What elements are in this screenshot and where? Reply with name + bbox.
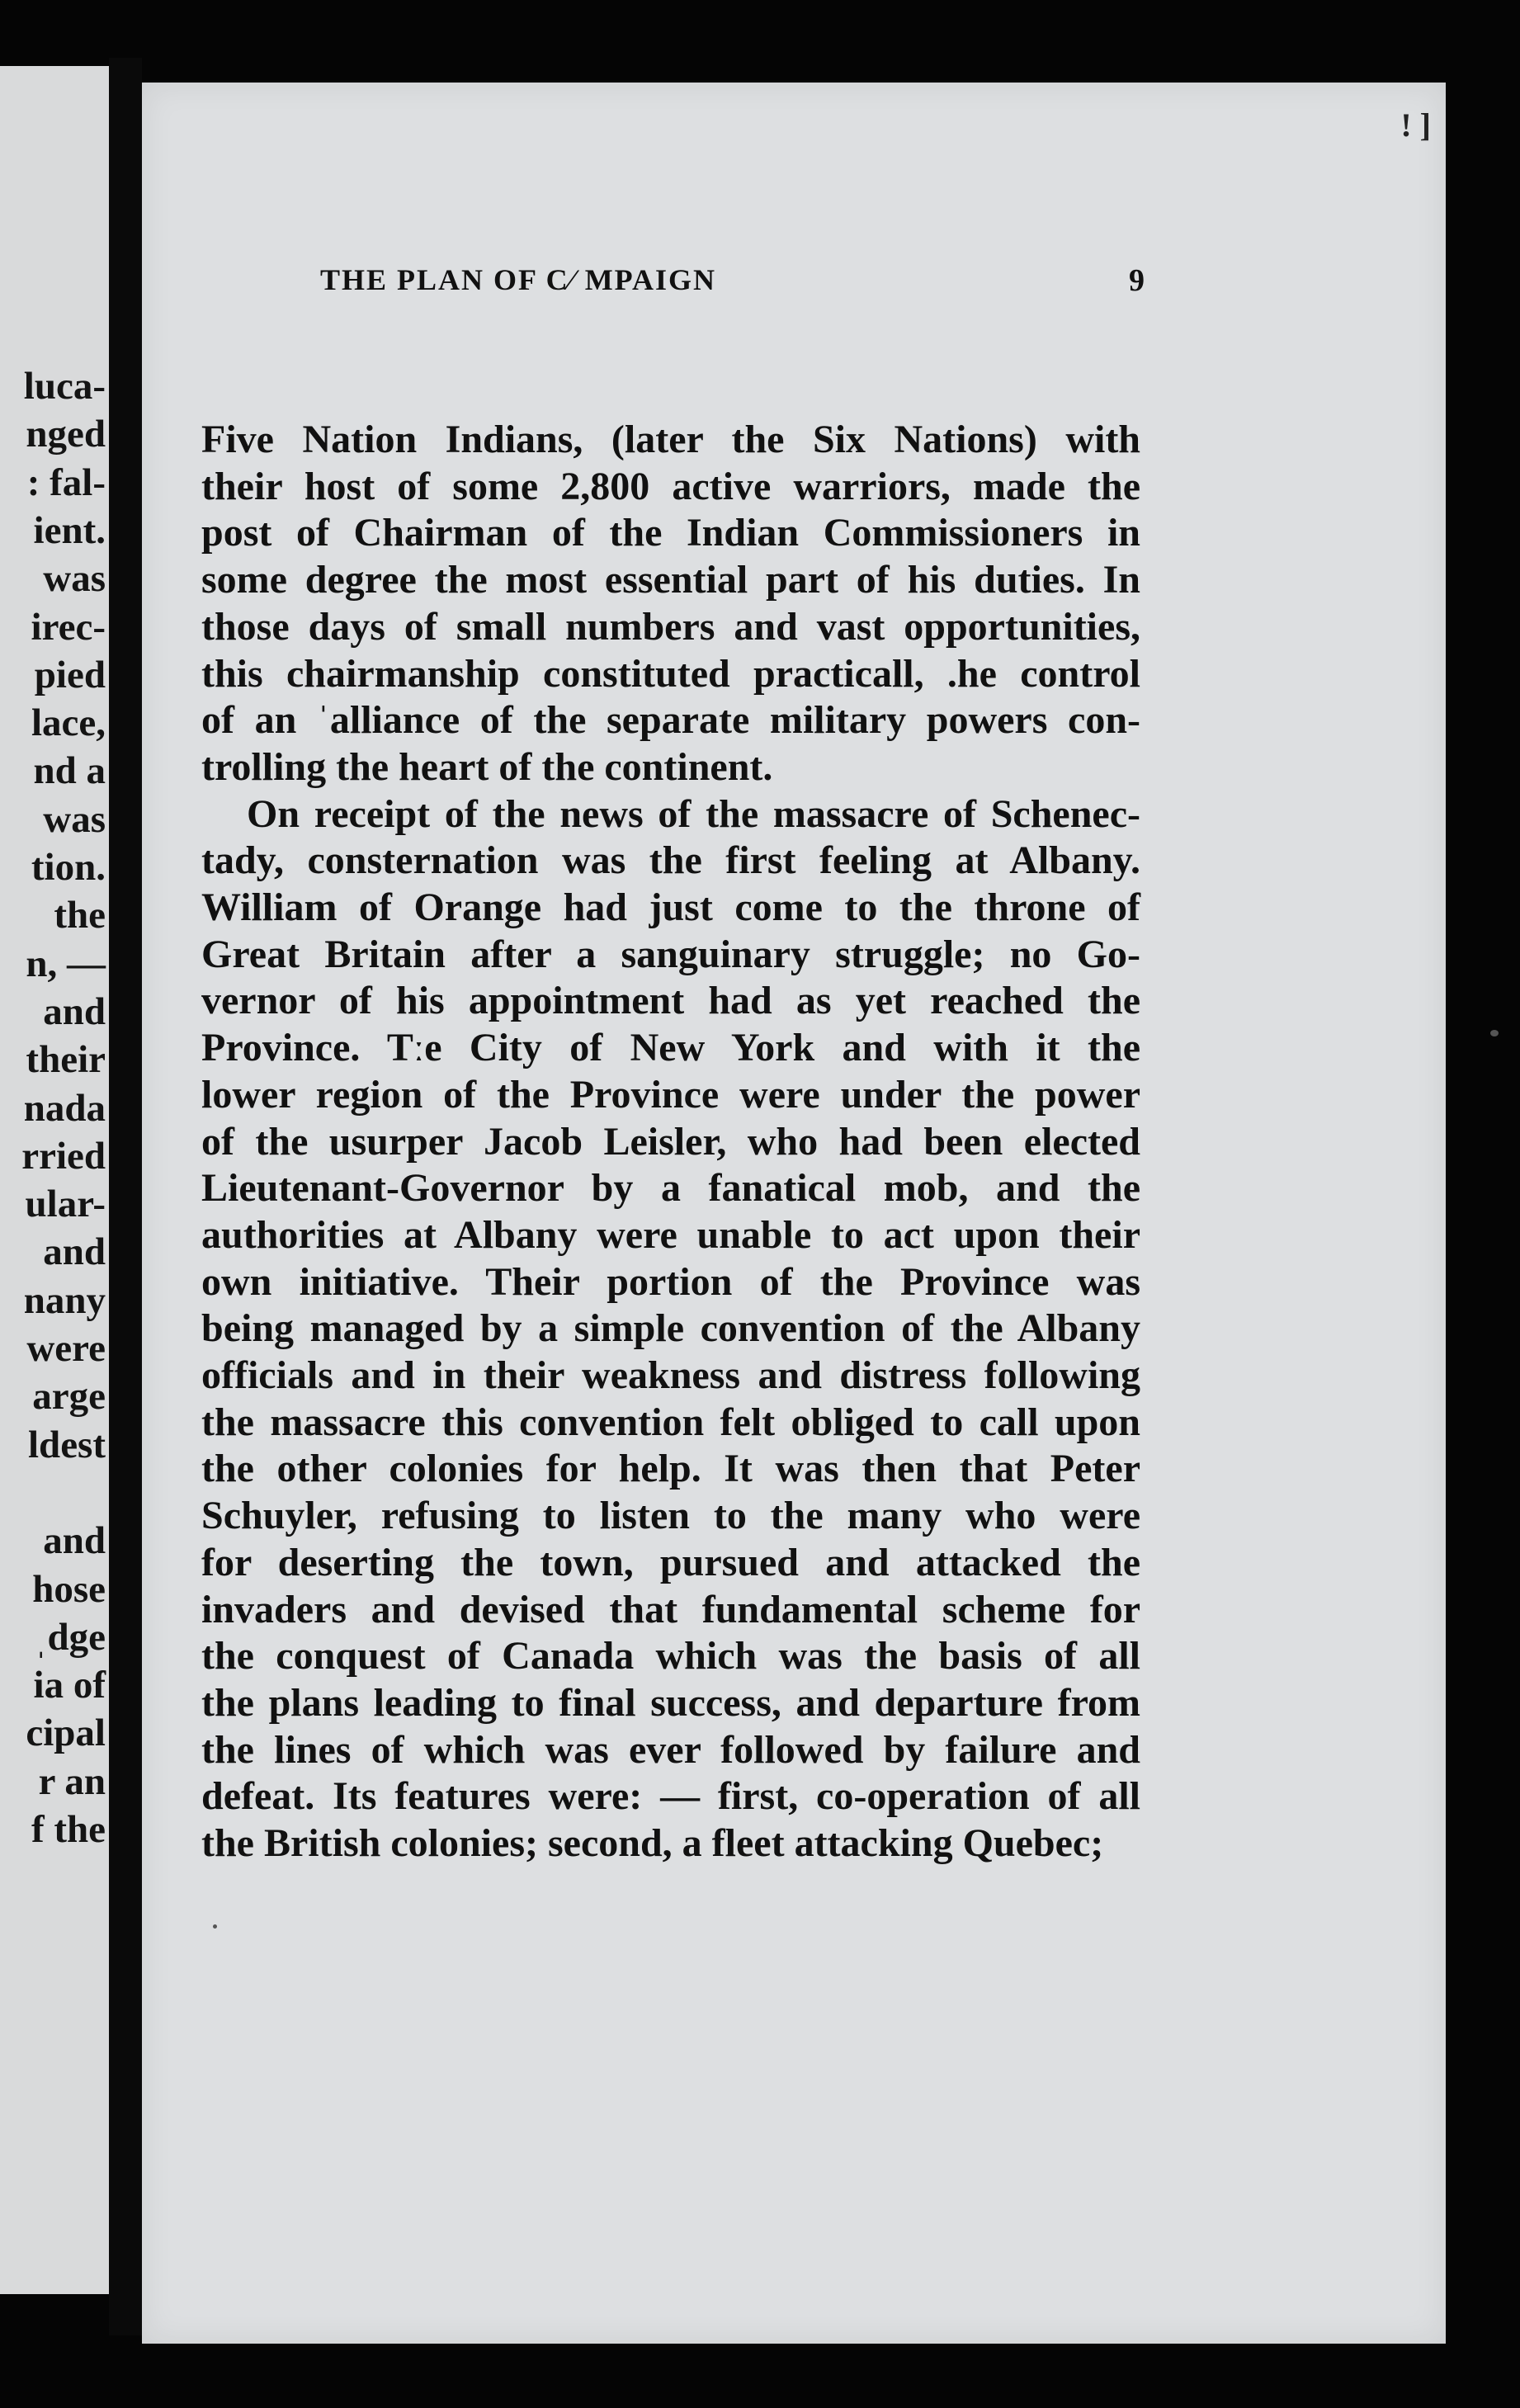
text-line: defeat. Its features were: — first, co-operation of all: [201, 1774, 1140, 1819]
left-page-line: hose: [32, 1567, 106, 1611]
left-page-line: and: [43, 1230, 106, 1274]
text-line: lower region of the Province were under the power: [201, 1072, 1140, 1117]
left-page-line: and: [43, 989, 106, 1033]
text-line: On receipt of the news of the massacre of Schenec-: [247, 791, 1140, 836]
left-page-line: nada: [23, 1086, 106, 1130]
text-line: invaders and devised that fundamental scheme for: [201, 1587, 1140, 1631]
text-line: the lines of which was ever followed by failure and: [201, 1727, 1140, 1772]
text-line: for deserting the town, pursued and attacked the: [201, 1540, 1140, 1584]
left-page-line: f the: [31, 1808, 106, 1851]
text-line: tady, consternation was the first feeling at Albany.: [201, 838, 1140, 883]
text-line: the massacre this convention felt obliged to call upon: [201, 1400, 1140, 1444]
text-line: the other colonies for help. It was then that Peter: [201, 1447, 1140, 1491]
left-page-line: tion.: [31, 846, 106, 889]
paragraph: [201, 417, 1140, 791]
text-line: Schuyler, refusing to listen to the many who were: [201, 1494, 1140, 1538]
left-page-line: n, —: [26, 942, 106, 985]
left-page-line: were: [26, 1327, 106, 1370]
left-page-line: pied: [34, 653, 106, 696]
text-line: Lieutenant-Governor by a fanatical mob, and the: [201, 1166, 1140, 1211]
corner-mark: ! ]: [1400, 106, 1431, 144]
text-line: of the usurper Jacob Leisler, who had been elected: [201, 1119, 1140, 1164]
left-page-line: irec-: [31, 605, 106, 649]
left-page-line: : fal-: [26, 460, 106, 504]
text-line: this chairmanship constituted practicall, .he control: [201, 651, 1140, 696]
text-line: the conquest of Canada which was the basis of all: [201, 1634, 1140, 1679]
left-page-line: ular-: [25, 1183, 106, 1226]
left-page-line: the: [54, 894, 106, 937]
paragraph: [201, 791, 1140, 1867]
left-page-line: rried: [21, 1134, 106, 1178]
text-line: authorities at Albany were unable to act upon their: [201, 1212, 1140, 1257]
text-line: officials and in their weakness and distress following: [201, 1353, 1140, 1398]
left-page-line: ˌdge: [34, 1615, 106, 1659]
book-spine: [109, 58, 142, 2335]
text-line: the plans leading to final success, and departure from: [201, 1680, 1140, 1725]
text-line: those days of small numbers and vast opportunities,: [201, 604, 1140, 649]
text-line: post of Chairman of the Indian Commissioners in: [201, 511, 1140, 555]
left-page-line: and: [43, 1519, 106, 1563]
text-line: being managed by a simple convention of the Albany: [201, 1306, 1140, 1351]
scan-speck: [1490, 1030, 1499, 1036]
left-page-line: nany: [23, 1278, 106, 1322]
text-line: Province. Tːe City of New York and with it the: [201, 1026, 1140, 1070]
text-line: William of Orange had just come to the throne of: [201, 885, 1140, 930]
running-head: THE PLAN OF C⁄ MPAIGN: [320, 263, 716, 296]
left-page-line: their: [26, 1038, 106, 1082]
left-page-line: was: [43, 557, 106, 601]
left-page-line: nd a: [33, 749, 106, 793]
left-page-line: arge: [32, 1375, 106, 1419]
text-line: their host of some 2,800 active warriors, made the: [201, 464, 1140, 508]
left-page-line: ldest: [28, 1423, 106, 1466]
text-line: vernor of his appointment had as yet reached the: [201, 979, 1140, 1023]
left-page-line: was: [43, 797, 106, 841]
text-line: the British colonies; second, a fleet attacking Quebec;: [201, 1821, 1104, 1866]
left-page-line: ient.: [33, 508, 106, 552]
left-page-line: luca-: [23, 365, 106, 408]
left-page-fragment: [0, 66, 109, 2294]
body-text: [201, 417, 1140, 1867]
page-number: 9: [1129, 263, 1145, 298]
left-page-line: ia of: [33, 1664, 106, 1707]
text-line: Five Nation Indians, (later the Six Nations) with: [201, 418, 1140, 461]
text-line: own initiative. Their portion of the Province was: [201, 1259, 1140, 1304]
text-line: Great Britain after a sanguinary struggle; no Go-: [201, 932, 1140, 976]
text-line: of an ˈalliance of the separate military powers con-: [201, 698, 1140, 743]
left-page-line: nged: [26, 413, 106, 456]
text-line: some degree the most essential part of his duties. In: [201, 558, 1140, 602]
left-page-line: lace,: [31, 701, 106, 745]
scan-speck: [213, 1924, 217, 1929]
left-page-line: r an: [38, 1759, 106, 1803]
text-line: trolling the heart of the continent.: [201, 744, 773, 789]
left-page-line: cipal: [26, 1712, 106, 1755]
